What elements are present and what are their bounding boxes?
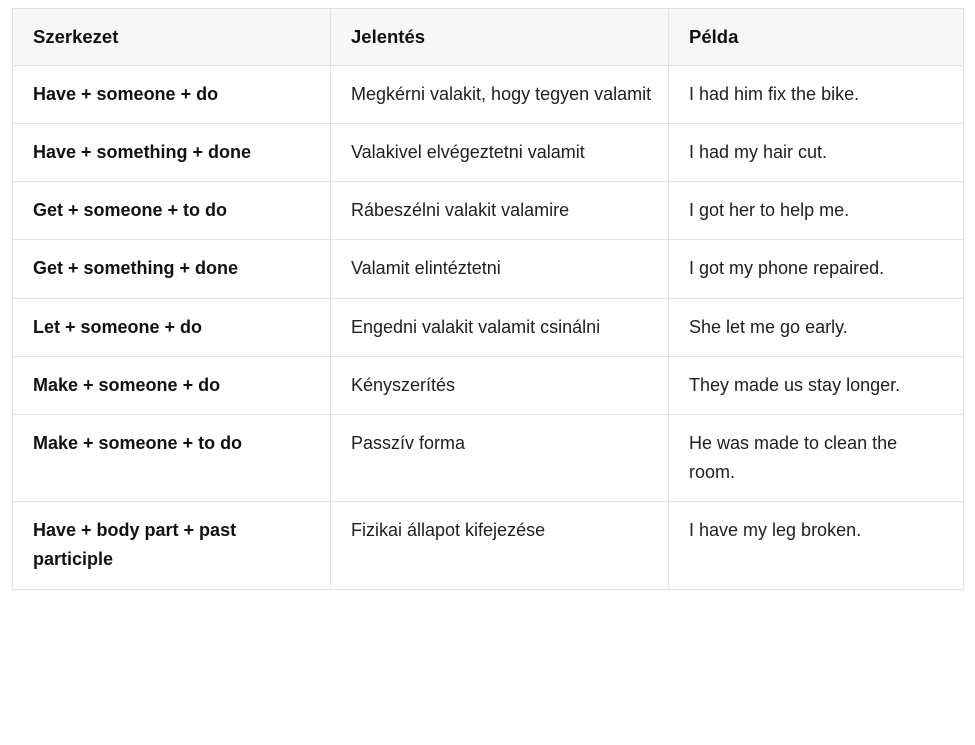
cell-structure: Get + something + done [13,240,331,298]
cell-meaning: Kényszerítés [331,356,669,414]
cell-meaning: Valakivel elvégeztetni valamit [331,124,669,182]
cell-example: He was made to clean the room. [669,414,964,501]
cell-meaning: Passzív forma [331,414,669,501]
cell-example: I have my leg broken. [669,502,964,589]
table-header-row [13,9,964,66]
table-row [13,240,964,298]
table-row [13,124,964,182]
column-header-example: Példa [669,9,964,66]
table-row [13,502,964,589]
table-header [13,9,964,66]
cell-example: I got her to help me. [669,182,964,240]
cell-example: They made us stay longer. [669,356,964,414]
cell-structure: Have + something + done [13,124,331,182]
cell-example: She let me go early. [669,298,964,356]
cell-example: I had my hair cut. [669,124,964,182]
cell-meaning: Fizikai állapot kifejezése [331,502,669,589]
cell-structure: Let + someone + do [13,298,331,356]
table-row [13,65,964,123]
column-header-structure: Szerkezet [13,9,331,66]
cell-structure: Make + someone + do [13,356,331,414]
cell-structure: Get + someone + to do [13,182,331,240]
table-row [13,414,964,501]
cell-example: I had him fix the bike. [669,65,964,123]
table-row [13,182,964,240]
cell-meaning: Valamit elintéztetni [331,240,669,298]
cell-example: I got my phone repaired. [669,240,964,298]
table-row [13,298,964,356]
causative-structures-table [12,8,964,590]
cell-structure: Make + someone + to do [13,414,331,501]
cell-structure: Have + body part + past participle [13,502,331,589]
table-row [13,356,964,414]
cell-meaning: Megkérni valakit, hogy tegyen valamit [331,65,669,123]
cell-structure: Have + someone + do [13,65,331,123]
cell-meaning: Engedni valakit valamit csinálni [331,298,669,356]
column-header-meaning: Jelentés [331,9,669,66]
table-body [13,65,964,589]
cell-meaning: Rábeszélni valakit valamire [331,182,669,240]
